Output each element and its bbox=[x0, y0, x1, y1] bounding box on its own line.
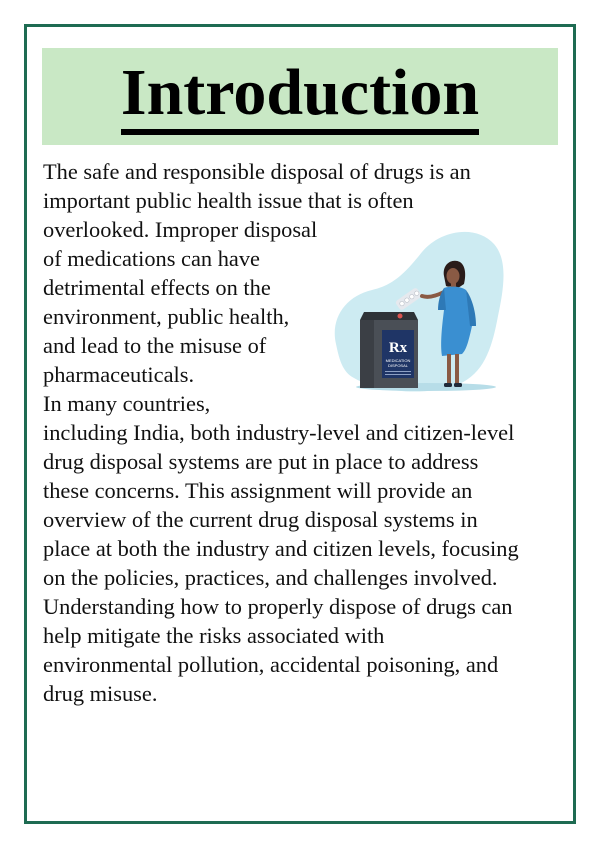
text-line: and lead to the misuse of bbox=[43, 333, 267, 358]
pill bbox=[398, 314, 403, 319]
text-line: In many countries, bbox=[43, 391, 211, 416]
text-line: of medications can have bbox=[43, 246, 260, 271]
text-line: Understanding how to properly dispose of drugs can bbox=[43, 594, 513, 619]
page-title bbox=[42, 56, 558, 135]
rx-symbol: Rx bbox=[388, 340, 408, 356]
text-line: help mitigate the risks associated with bbox=[43, 623, 385, 648]
text-line: place at both the industry and citizen levels, focusing bbox=[43, 536, 519, 561]
text-line: these concerns. This assignment will provide an bbox=[43, 478, 473, 503]
text-line: drug misuse. bbox=[43, 681, 158, 706]
text-line: including India, both industry-level and citizen-level bbox=[43, 420, 515, 445]
disposal-bin bbox=[360, 312, 418, 388]
text-line: environmental pollution, accidental poisoning, and bbox=[43, 652, 499, 677]
text-line: important public health issue that is often bbox=[43, 188, 414, 213]
text-line: on the policies, practices, and challenges involved. bbox=[43, 565, 498, 590]
page-title-text: Introduction bbox=[121, 59, 479, 135]
text-line: The safe and responsible disposal of drugs is an bbox=[43, 159, 471, 184]
text-line: overview of the current drug disposal systems in bbox=[43, 507, 478, 532]
bin-label-line1: MEDICATION bbox=[385, 358, 411, 363]
text-line: detrimental effects on the bbox=[43, 275, 271, 300]
title-band bbox=[42, 48, 558, 145]
text-line: drug disposal systems are put in place to address bbox=[43, 449, 479, 474]
text-line: environment, public health, bbox=[43, 304, 290, 329]
text-line: overlooked. Improper disposal bbox=[43, 217, 318, 242]
text-line: pharmaceuticals. bbox=[43, 362, 195, 387]
medication-disposal-illustration bbox=[326, 226, 506, 396]
bin-label-line2: DISPOSAL bbox=[387, 363, 409, 368]
